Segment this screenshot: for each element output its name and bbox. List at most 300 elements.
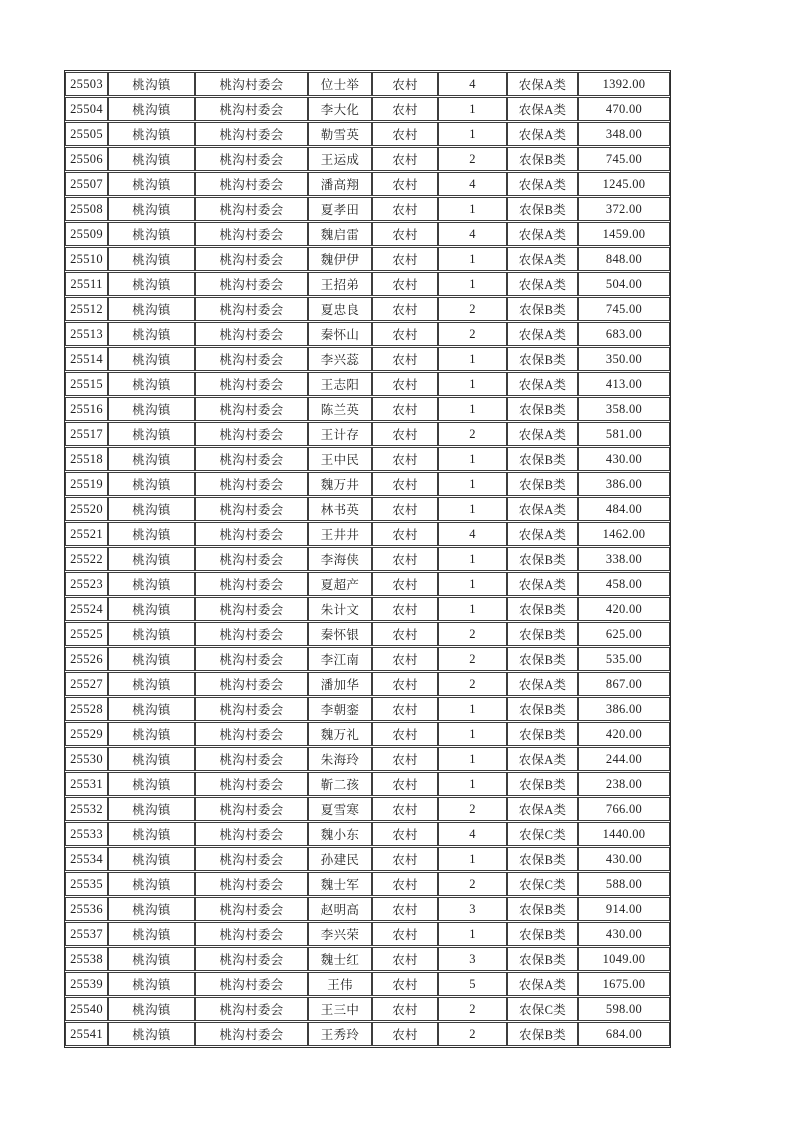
cell-category: 农保B类 <box>507 447 578 471</box>
table-row <box>65 972 670 996</box>
cell-town: 桃沟镇 <box>108 647 195 671</box>
cell-village: 桃沟村委会 <box>195 172 308 196</box>
table-row <box>65 522 670 546</box>
cell-category: 农保A类 <box>507 97 578 121</box>
cell-town: 桃沟镇 <box>108 772 195 796</box>
cell-town: 桃沟镇 <box>108 222 195 246</box>
cell-name: 林书英 <box>308 497 372 521</box>
cell-category: 农保B类 <box>507 722 578 746</box>
cell-residence: 农村 <box>372 947 438 971</box>
cell-village: 桃沟村委会 <box>195 397 308 421</box>
cell-category: 农保B类 <box>507 847 578 871</box>
cell-village: 桃沟村委会 <box>195 797 308 821</box>
cell-record_id: 25526 <box>65 647 108 671</box>
table-row <box>65 197 670 221</box>
cell-name: 李朝銮 <box>308 697 372 721</box>
cell-village: 桃沟村委会 <box>195 497 308 521</box>
cell-amount: 430.00 <box>578 922 670 946</box>
cell-residence: 农村 <box>372 147 438 171</box>
cell-record_id: 25527 <box>65 672 108 696</box>
cell-village: 桃沟村委会 <box>195 72 308 96</box>
cell-village: 桃沟村委会 <box>195 922 308 946</box>
table-row <box>65 672 670 696</box>
cell-town: 桃沟镇 <box>108 897 195 921</box>
cell-category: 农保A类 <box>507 247 578 271</box>
cell-village: 桃沟村委会 <box>195 672 308 696</box>
cell-name: 李大化 <box>308 97 372 121</box>
cell-town: 桃沟镇 <box>108 122 195 146</box>
cell-village: 桃沟村委会 <box>195 597 308 621</box>
cell-count: 1 <box>438 572 507 596</box>
cell-village: 桃沟村委会 <box>195 847 308 871</box>
cell-name: 朱海玲 <box>308 747 372 771</box>
cell-name: 位士举 <box>308 72 372 96</box>
cell-amount: 386.00 <box>578 697 670 721</box>
cell-category: 农保B类 <box>507 922 578 946</box>
cell-count: 2 <box>438 622 507 646</box>
cell-record_id: 25535 <box>65 872 108 896</box>
cell-town: 桃沟镇 <box>108 722 195 746</box>
cell-village: 桃沟村委会 <box>195 347 308 371</box>
cell-count: 3 <box>438 947 507 971</box>
cell-village: 桃沟村委会 <box>195 522 308 546</box>
cell-village: 桃沟村委会 <box>195 222 308 246</box>
cell-record_id: 25532 <box>65 797 108 821</box>
cell-count: 1 <box>438 747 507 771</box>
cell-village: 桃沟村委会 <box>195 647 308 671</box>
cell-category: 农保C类 <box>507 822 578 846</box>
cell-town: 桃沟镇 <box>108 622 195 646</box>
cell-record_id: 25517 <box>65 422 108 446</box>
cell-count: 1 <box>438 347 507 371</box>
cell-residence: 农村 <box>372 97 438 121</box>
cell-village: 桃沟村委会 <box>195 622 308 646</box>
cell-residence: 农村 <box>372 297 438 321</box>
table-row <box>65 1022 670 1046</box>
cell-category: 农保B类 <box>507 597 578 621</box>
cell-category: 农保A类 <box>507 747 578 771</box>
cell-village: 桃沟村委会 <box>195 572 308 596</box>
cell-village: 桃沟村委会 <box>195 947 308 971</box>
cell-record_id: 25528 <box>65 697 108 721</box>
cell-record_id: 25529 <box>65 722 108 746</box>
cell-record_id: 25519 <box>65 472 108 496</box>
cell-count: 1 <box>438 547 507 571</box>
cell-village: 桃沟村委会 <box>195 247 308 271</box>
cell-record_id: 25507 <box>65 172 108 196</box>
cell-residence: 农村 <box>372 197 438 221</box>
cell-amount: 867.00 <box>578 672 670 696</box>
cell-village: 桃沟村委会 <box>195 472 308 496</box>
cell-name: 夏忠良 <box>308 297 372 321</box>
table-row <box>65 597 670 621</box>
cell-amount: 683.00 <box>578 322 670 346</box>
cell-category: 农保C类 <box>507 997 578 1021</box>
cell-town: 桃沟镇 <box>108 572 195 596</box>
cell-record_id: 25533 <box>65 822 108 846</box>
cell-name: 夏孝田 <box>308 197 372 221</box>
cell-count: 1 <box>438 697 507 721</box>
cell-category: 农保A类 <box>507 972 578 996</box>
cell-residence: 农村 <box>372 747 438 771</box>
cell-town: 桃沟镇 <box>108 547 195 571</box>
table-row <box>65 897 670 921</box>
cell-town: 桃沟镇 <box>108 172 195 196</box>
cell-town: 桃沟镇 <box>108 997 195 1021</box>
cell-record_id: 25510 <box>65 247 108 271</box>
cell-count: 5 <box>438 972 507 996</box>
cell-amount: 350.00 <box>578 347 670 371</box>
cell-village: 桃沟村委会 <box>195 197 308 221</box>
cell-name: 王伟 <box>308 972 372 996</box>
cell-residence: 农村 <box>372 547 438 571</box>
cell-name: 李海侠 <box>308 547 372 571</box>
cell-name: 陈兰英 <box>308 397 372 421</box>
cell-residence: 农村 <box>372 697 438 721</box>
cell-count: 1 <box>438 122 507 146</box>
cell-village: 桃沟村委会 <box>195 372 308 396</box>
cell-name: 魏启雷 <box>308 222 372 246</box>
cell-record_id: 25503 <box>65 72 108 96</box>
cell-count: 4 <box>438 172 507 196</box>
cell-village: 桃沟村委会 <box>195 297 308 321</box>
cell-category: 农保B类 <box>507 697 578 721</box>
cell-residence: 农村 <box>372 347 438 371</box>
cell-count: 2 <box>438 147 507 171</box>
cell-amount: 430.00 <box>578 847 670 871</box>
table-row <box>65 497 670 521</box>
cell-name: 王招弟 <box>308 272 372 296</box>
cell-residence: 农村 <box>372 172 438 196</box>
cell-amount: 1675.00 <box>578 972 670 996</box>
cell-count: 1 <box>438 597 507 621</box>
table-row <box>65 872 670 896</box>
cell-record_id: 25509 <box>65 222 108 246</box>
table-row <box>65 622 670 646</box>
records-grid <box>65 71 670 1047</box>
cell-town: 桃沟镇 <box>108 72 195 96</box>
cell-record_id: 25512 <box>65 297 108 321</box>
cell-town: 桃沟镇 <box>108 97 195 121</box>
cell-amount: 238.00 <box>578 772 670 796</box>
cell-count: 4 <box>438 222 507 246</box>
cell-residence: 农村 <box>372 797 438 821</box>
cell-record_id: 25518 <box>65 447 108 471</box>
cell-category: 农保A类 <box>507 372 578 396</box>
cell-village: 桃沟村委会 <box>195 97 308 121</box>
table-row <box>65 947 670 971</box>
cell-amount: 1440.00 <box>578 822 670 846</box>
cell-category: 农保B类 <box>507 397 578 421</box>
cell-town: 桃沟镇 <box>108 847 195 871</box>
cell-amount: 358.00 <box>578 397 670 421</box>
cell-name: 夏超产 <box>308 572 372 596</box>
table-row <box>65 722 670 746</box>
cell-amount: 420.00 <box>578 722 670 746</box>
cell-record_id: 25538 <box>65 947 108 971</box>
table-row <box>65 447 670 471</box>
cell-amount: 244.00 <box>578 747 670 771</box>
cell-town: 桃沟镇 <box>108 397 195 421</box>
cell-category: 农保A类 <box>507 797 578 821</box>
cell-residence: 农村 <box>372 872 438 896</box>
cell-count: 1 <box>438 922 507 946</box>
cell-category: 农保A类 <box>507 122 578 146</box>
cell-category: 农保B类 <box>507 197 578 221</box>
cell-village: 桃沟村委会 <box>195 322 308 346</box>
cell-name: 李江南 <box>308 647 372 671</box>
cell-village: 桃沟村委会 <box>195 422 308 446</box>
cell-count: 1 <box>438 847 507 871</box>
table-row <box>65 797 670 821</box>
cell-category: 农保B类 <box>507 547 578 571</box>
cell-town: 桃沟镇 <box>108 197 195 221</box>
cell-category: 农保A类 <box>507 572 578 596</box>
cell-town: 桃沟镇 <box>108 472 195 496</box>
cell-record_id: 25541 <box>65 1022 108 1046</box>
cell-count: 2 <box>438 997 507 1021</box>
cell-amount: 338.00 <box>578 547 670 571</box>
cell-village: 桃沟村委会 <box>195 697 308 721</box>
cell-name: 魏士红 <box>308 947 372 971</box>
table-row <box>65 372 670 396</box>
cell-count: 2 <box>438 872 507 896</box>
cell-village: 桃沟村委会 <box>195 872 308 896</box>
cell-category: 农保A类 <box>507 422 578 446</box>
cell-amount: 1462.00 <box>578 522 670 546</box>
cell-village: 桃沟村委会 <box>195 547 308 571</box>
cell-count: 1 <box>438 397 507 421</box>
cell-amount: 581.00 <box>578 422 670 446</box>
cell-category: 农保B类 <box>507 297 578 321</box>
cell-amount: 684.00 <box>578 1022 670 1046</box>
table-row <box>65 922 670 946</box>
cell-village: 桃沟村委会 <box>195 272 308 296</box>
cell-count: 4 <box>438 72 507 96</box>
cell-name: 魏万礼 <box>308 722 372 746</box>
cell-name: 王三中 <box>308 997 372 1021</box>
cell-name: 魏万井 <box>308 472 372 496</box>
cell-amount: 386.00 <box>578 472 670 496</box>
cell-residence: 农村 <box>372 772 438 796</box>
cell-residence: 农村 <box>372 1022 438 1046</box>
cell-count: 1 <box>438 772 507 796</box>
table-row <box>65 397 670 421</box>
cell-count: 1 <box>438 447 507 471</box>
cell-amount: 484.00 <box>578 497 670 521</box>
cell-amount: 1392.00 <box>578 72 670 96</box>
cell-village: 桃沟村委会 <box>195 997 308 1021</box>
cell-category: 农保B类 <box>507 772 578 796</box>
cell-residence: 农村 <box>372 522 438 546</box>
cell-count: 1 <box>438 247 507 271</box>
cell-residence: 农村 <box>372 122 438 146</box>
cell-record_id: 25537 <box>65 922 108 946</box>
cell-record_id: 25504 <box>65 97 108 121</box>
cell-record_id: 25531 <box>65 772 108 796</box>
cell-record_id: 25506 <box>65 147 108 171</box>
cell-town: 桃沟镇 <box>108 672 195 696</box>
cell-amount: 458.00 <box>578 572 670 596</box>
cell-record_id: 25539 <box>65 972 108 996</box>
cell-record_id: 25521 <box>65 522 108 546</box>
cell-name: 王运成 <box>308 147 372 171</box>
table-row <box>65 422 670 446</box>
table-body <box>65 72 670 1046</box>
cell-town: 桃沟镇 <box>108 822 195 846</box>
cell-count: 1 <box>438 372 507 396</box>
cell-record_id: 25516 <box>65 397 108 421</box>
cell-amount: 766.00 <box>578 797 670 821</box>
table-row <box>65 547 670 571</box>
cell-village: 桃沟村委会 <box>195 972 308 996</box>
cell-residence: 农村 <box>372 647 438 671</box>
table-row <box>65 97 670 121</box>
table-row <box>65 847 670 871</box>
cell-record_id: 25536 <box>65 897 108 921</box>
cell-residence: 农村 <box>372 272 438 296</box>
cell-amount: 914.00 <box>578 897 670 921</box>
cell-category: 农保A类 <box>507 322 578 346</box>
cell-count: 2 <box>438 322 507 346</box>
cell-count: 2 <box>438 297 507 321</box>
cell-count: 1 <box>438 97 507 121</box>
cell-residence: 农村 <box>372 997 438 1021</box>
cell-residence: 农村 <box>372 422 438 446</box>
cell-name: 王井井 <box>308 522 372 546</box>
table-row <box>65 222 670 246</box>
cell-record_id: 25540 <box>65 997 108 1021</box>
cell-name: 秦怀山 <box>308 322 372 346</box>
cell-category: 农保B类 <box>507 622 578 646</box>
cell-residence: 农村 <box>372 847 438 871</box>
cell-village: 桃沟村委会 <box>195 897 308 921</box>
cell-amount: 1245.00 <box>578 172 670 196</box>
cell-count: 1 <box>438 197 507 221</box>
cell-name: 潘加华 <box>308 672 372 696</box>
cell-town: 桃沟镇 <box>108 497 195 521</box>
cell-record_id: 25513 <box>65 322 108 346</box>
cell-village: 桃沟村委会 <box>195 1022 308 1046</box>
cell-amount: 1459.00 <box>578 222 670 246</box>
cell-category: 农保B类 <box>507 472 578 496</box>
cell-residence: 农村 <box>372 622 438 646</box>
table-row <box>65 347 670 371</box>
cell-name: 魏伊伊 <box>308 247 372 271</box>
cell-category: 农保A类 <box>507 272 578 296</box>
cell-amount: 348.00 <box>578 122 670 146</box>
table-row <box>65 472 670 496</box>
cell-amount: 625.00 <box>578 622 670 646</box>
cell-category: 农保A类 <box>507 672 578 696</box>
cell-count: 2 <box>438 647 507 671</box>
cell-name: 秦怀银 <box>308 622 372 646</box>
cell-name: 夏雪寒 <box>308 797 372 821</box>
cell-amount: 504.00 <box>578 272 670 296</box>
cell-count: 1 <box>438 497 507 521</box>
cell-town: 桃沟镇 <box>108 247 195 271</box>
cell-record_id: 25524 <box>65 597 108 621</box>
cell-amount: 420.00 <box>578 597 670 621</box>
table-row <box>65 572 670 596</box>
cell-count: 2 <box>438 422 507 446</box>
cell-record_id: 25505 <box>65 122 108 146</box>
cell-town: 桃沟镇 <box>108 1022 195 1046</box>
cell-amount: 598.00 <box>578 997 670 1021</box>
cell-name: 李兴荣 <box>308 922 372 946</box>
cell-residence: 农村 <box>372 572 438 596</box>
cell-amount: 470.00 <box>578 97 670 121</box>
cell-residence: 农村 <box>372 472 438 496</box>
cell-residence: 农村 <box>372 72 438 96</box>
table-row <box>65 747 670 771</box>
cell-village: 桃沟村委会 <box>195 772 308 796</box>
cell-category: 农保A类 <box>507 222 578 246</box>
table-row <box>65 172 670 196</box>
table-row <box>65 247 670 271</box>
cell-village: 桃沟村委会 <box>195 722 308 746</box>
cell-town: 桃沟镇 <box>108 297 195 321</box>
cell-residence: 农村 <box>372 722 438 746</box>
table-row <box>65 822 670 846</box>
cell-amount: 413.00 <box>578 372 670 396</box>
cell-amount: 588.00 <box>578 872 670 896</box>
cell-town: 桃沟镇 <box>108 597 195 621</box>
cell-name: 王中民 <box>308 447 372 471</box>
cell-residence: 农村 <box>372 822 438 846</box>
cell-town: 桃沟镇 <box>108 697 195 721</box>
cell-name: 魏士军 <box>308 872 372 896</box>
cell-name: 朱计文 <box>308 597 372 621</box>
table-row <box>65 322 670 346</box>
cell-residence: 农村 <box>372 597 438 621</box>
cell-residence: 农村 <box>372 672 438 696</box>
table-row <box>65 122 670 146</box>
cell-amount: 430.00 <box>578 447 670 471</box>
cell-count: 1 <box>438 472 507 496</box>
cell-residence: 农村 <box>372 322 438 346</box>
cell-count: 1 <box>438 272 507 296</box>
cell-count: 2 <box>438 1022 507 1046</box>
cell-count: 3 <box>438 897 507 921</box>
cell-village: 桃沟村委会 <box>195 122 308 146</box>
cell-residence: 农村 <box>372 897 438 921</box>
cell-residence: 农村 <box>372 447 438 471</box>
cell-name: 孙建民 <box>308 847 372 871</box>
cell-record_id: 25515 <box>65 372 108 396</box>
cell-category: 农保C类 <box>507 872 578 896</box>
cell-category: 农保B类 <box>507 897 578 921</box>
records-table <box>64 70 671 1048</box>
cell-town: 桃沟镇 <box>108 147 195 171</box>
cell-town: 桃沟镇 <box>108 322 195 346</box>
cell-village: 桃沟村委会 <box>195 147 308 171</box>
cell-count: 2 <box>438 672 507 696</box>
cell-record_id: 25520 <box>65 497 108 521</box>
cell-name: 王志阳 <box>308 372 372 396</box>
table-row <box>65 72 670 96</box>
cell-village: 桃沟村委会 <box>195 747 308 771</box>
cell-name: 王计存 <box>308 422 372 446</box>
cell-amount: 535.00 <box>578 647 670 671</box>
cell-category: 农保B类 <box>507 1022 578 1046</box>
cell-record_id: 25514 <box>65 347 108 371</box>
cell-category: 农保A类 <box>507 72 578 96</box>
cell-town: 桃沟镇 <box>108 422 195 446</box>
cell-category: 农保A类 <box>507 497 578 521</box>
cell-town: 桃沟镇 <box>108 347 195 371</box>
cell-record_id: 25523 <box>65 572 108 596</box>
